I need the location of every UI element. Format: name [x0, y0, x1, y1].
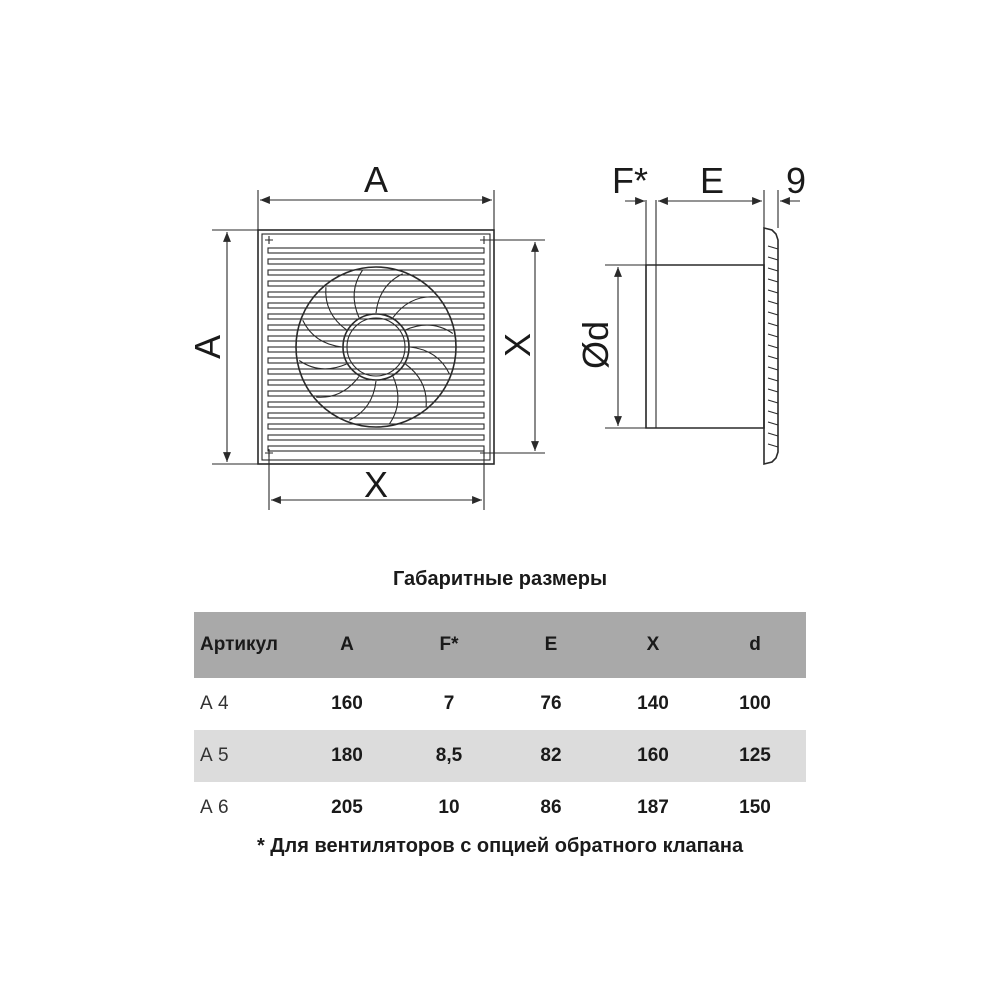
impeller-blade [405, 325, 452, 333]
cell-value: 82 [540, 745, 562, 766]
label-diameter: Ød [575, 320, 616, 370]
cell-value: 150 [739, 797, 771, 818]
impeller-blade [326, 287, 347, 330]
cell-value: 7 [443, 693, 455, 714]
label-a-width: A [363, 159, 389, 200]
louvre-slat [268, 446, 484, 451]
impeller-blade [303, 320, 342, 347]
louvre-slat [268, 402, 484, 407]
cell-model: А 4 [200, 693, 229, 714]
front-view [187, 159, 545, 510]
louvre-slat [268, 248, 484, 253]
impeller-blade [390, 376, 398, 423]
profile-rib [768, 312, 778, 315]
profile-rib [768, 378, 778, 381]
profile-rib [768, 257, 778, 260]
cell-model: А 5 [200, 745, 229, 766]
header-f: F* [439, 634, 459, 655]
profile-rib [768, 411, 778, 414]
louvre-slat [268, 270, 484, 275]
side-extension-lines [605, 190, 778, 428]
table-row [194, 782, 806, 834]
footnote: * Для вентиляторов с опцией обратного клапана [256, 835, 744, 857]
cell-value: 125 [739, 745, 771, 766]
table-title: Габаритные размеры [392, 568, 608, 590]
profile-rib [768, 400, 778, 403]
impeller-blade [299, 361, 346, 369]
label-e: E [699, 160, 725, 201]
profile-rib [768, 356, 778, 359]
header-e: E [544, 634, 558, 655]
louvre-slat [268, 347, 484, 352]
profile-rib [768, 246, 778, 249]
profile-rib [768, 323, 778, 326]
louvre-slat [268, 391, 484, 396]
label-x-horizontal: X [363, 464, 389, 505]
cell-model: А 6 [200, 797, 229, 818]
cell-value: 160 [331, 693, 363, 714]
header-x: X [646, 634, 660, 655]
dimensions-table [194, 612, 806, 834]
profile-rib [768, 279, 778, 282]
louvre-slat [268, 413, 484, 418]
profile-rib [768, 389, 778, 392]
label-x-vertical: X [497, 332, 538, 358]
impeller-blade [376, 274, 403, 313]
cell-value: 10 [438, 797, 460, 818]
louvre-slat [268, 336, 484, 341]
impeller-blade [349, 381, 376, 420]
louvre-slat [268, 325, 484, 330]
profile-rib [768, 334, 778, 337]
profile-rib [768, 268, 778, 271]
louvre-slat [268, 358, 484, 363]
impeller-blade [410, 347, 449, 374]
profile-rib [768, 301, 778, 304]
louvre-slat [268, 303, 484, 308]
profile-rib [768, 444, 778, 447]
header-a: A [340, 634, 354, 655]
table-row [194, 730, 806, 782]
profile-rib [768, 367, 778, 370]
cell-value: 187 [637, 797, 669, 818]
cell-value: 205 [331, 797, 363, 818]
grille-louvres [268, 248, 484, 451]
louvre-slat [268, 292, 484, 297]
cell-value: 160 [637, 745, 669, 766]
table-row [194, 678, 806, 730]
label-f: F* [612, 160, 648, 201]
table-header-row [194, 612, 806, 678]
impeller-blade [354, 270, 362, 317]
louvre-slat [268, 259, 484, 264]
cell-value: 8,5 [435, 745, 463, 766]
label-grille-thickness: 9 [785, 160, 807, 201]
louvre-slat [268, 281, 484, 286]
cell-value: 76 [540, 693, 562, 714]
cell-value: 180 [331, 745, 363, 766]
profile-rib [768, 433, 778, 436]
profile-rib [768, 290, 778, 293]
label-a-height: A [187, 334, 228, 360]
profile-rib [768, 345, 778, 348]
header-d: d [749, 634, 761, 655]
cell-value: 86 [540, 797, 562, 818]
header-model: Артикул [200, 634, 278, 655]
louvre-slat [268, 435, 484, 440]
duct-body [646, 265, 764, 428]
grille-profile-ribs [768, 246, 778, 447]
side-view [575, 160, 806, 464]
profile-rib [768, 422, 778, 425]
cell-value: 140 [637, 693, 669, 714]
cell-value: 100 [739, 693, 771, 714]
